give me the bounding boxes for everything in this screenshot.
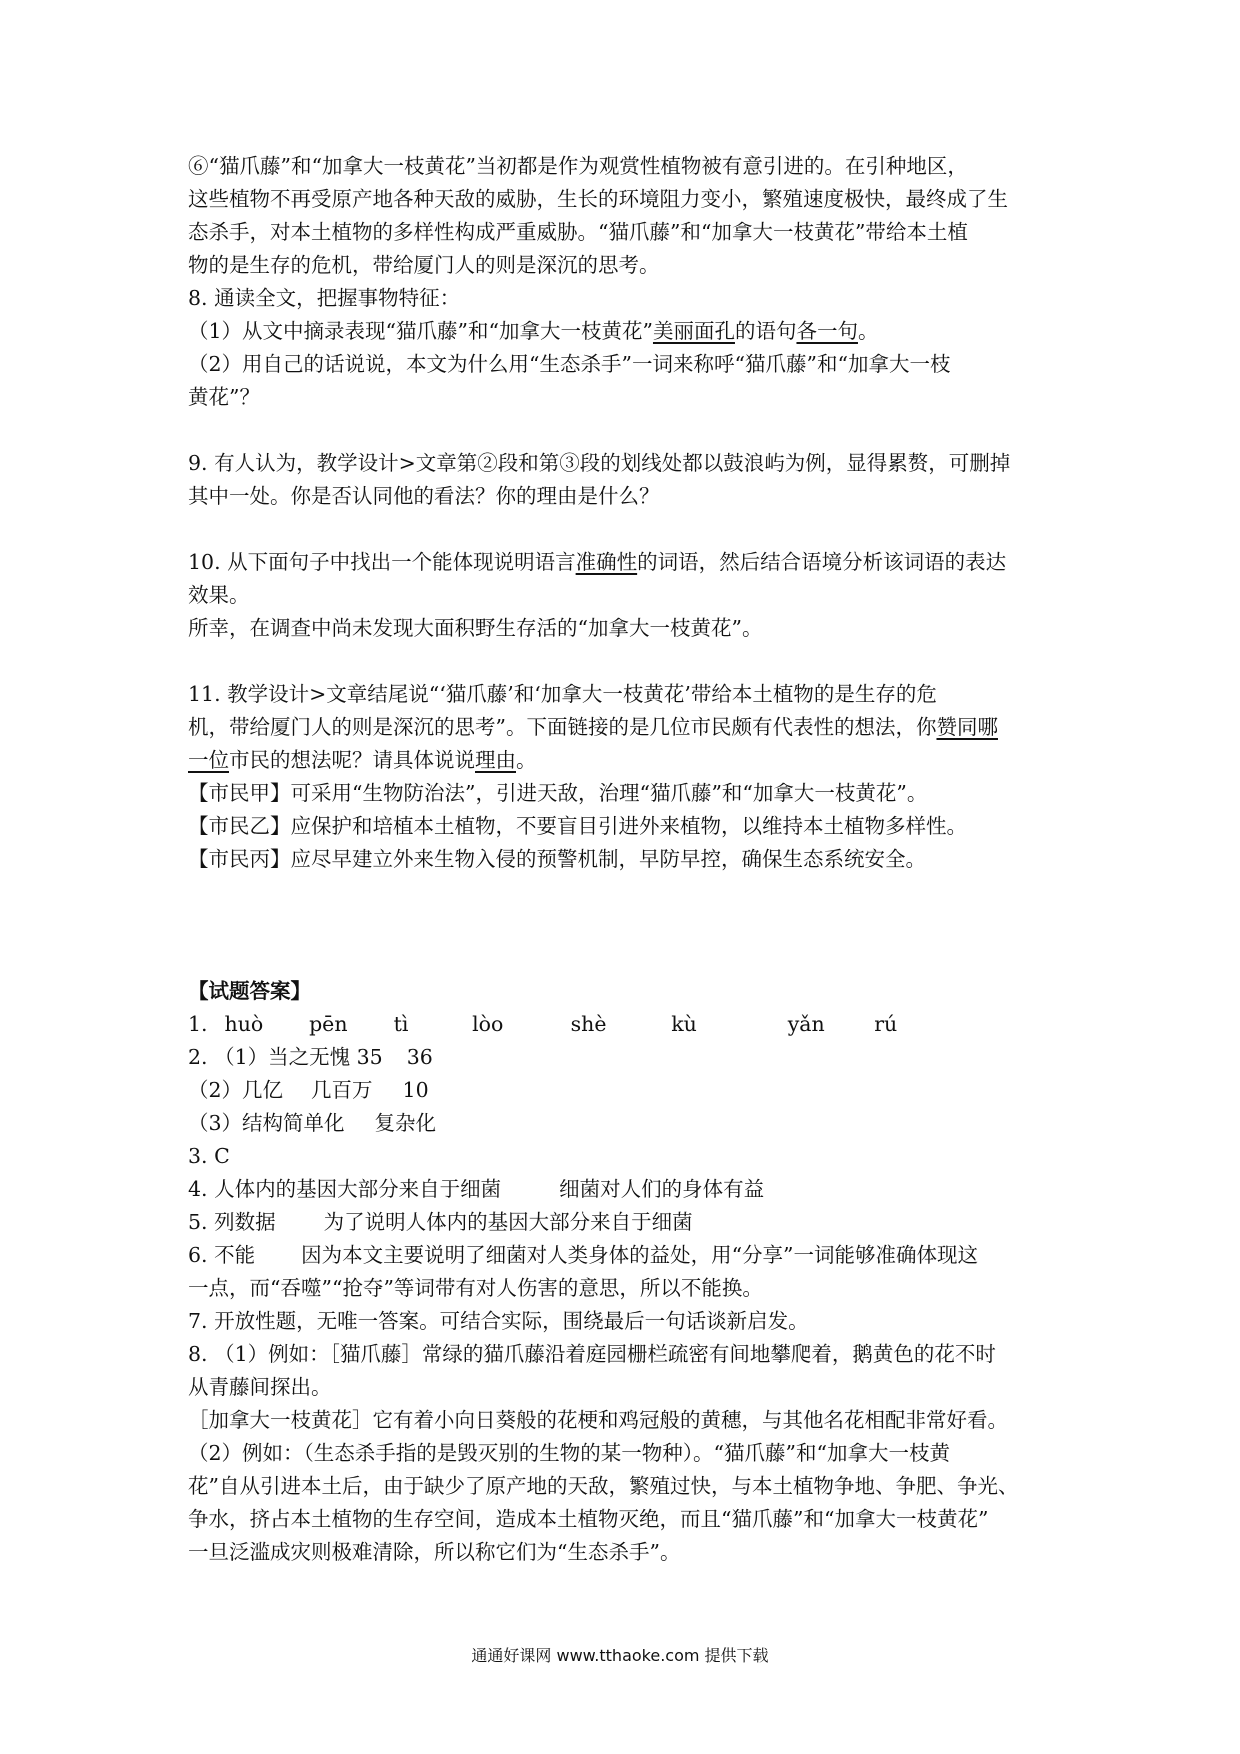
underlined-text: 准确性 — [575, 550, 638, 574]
spacer — [188, 414, 1060, 447]
text: （3）结构简单化 — [188, 1111, 345, 1135]
question-9: 其中一处。你是否认同他的看法？你的理由是什么？ — [188, 484, 660, 508]
text: 细菌对人们的身体有益 — [559, 1177, 765, 1201]
answer-6: 一点，而“吞噬”“抢夺”等词带有对人伤害的意思，所以不能换。 — [188, 1276, 763, 1300]
question-11: 11. 教学设计>文章结尾说“‘猫爪藤’和‘加拿大一枝黄花’带给本土植物的是生存的危 — [188, 682, 937, 706]
text: 为了说明人体内的基因大部分来自于细菌 — [323, 1210, 693, 1234]
text: 36 — [406, 1045, 433, 1069]
text: 的词语，然后结合语境分析该词语的表达 — [637, 550, 1007, 574]
answer-8: 争水，挤占本土植物的生存空间，造成本土植物灭绝，而且“猫爪藤”和“加拿大一枝黄花” — [188, 1507, 989, 1531]
answer-2-part-1 — [188, 1041, 1060, 1074]
answer-5 — [188, 1206, 1060, 1239]
question-8-title: 8. 通读全文，把握事物特征： — [188, 286, 461, 310]
pinyin-item: tì — [393, 1012, 409, 1036]
pinyin-item: lòo — [472, 1012, 504, 1036]
underlined-text: 各一句 — [796, 319, 858, 343]
answer-8: 一旦泛滥成灾则极难清除，所以称它们为“生态杀手”。 — [188, 1540, 681, 1564]
spacer — [188, 513, 1060, 546]
text: 。 — [857, 319, 879, 343]
pinyin-item: pēn — [309, 1012, 348, 1036]
answer-7: 7. 开放性题，无唯一答案。可结合实际，围绕最后一句话谈新启发。 — [188, 1309, 809, 1333]
pinyin-item: shè — [570, 1012, 607, 1036]
question-10-sentence: 所幸，在调查中尚未发现大面积野生存活的“加拿大一枝黄花”。 — [188, 616, 763, 640]
answer-2-part-2 — [188, 1074, 1060, 1107]
answer-1 — [188, 1008, 1060, 1041]
pinyin-item: huò — [224, 1012, 264, 1036]
pinyin-item: rú — [874, 1012, 898, 1036]
pinyin-item: kù — [671, 1012, 697, 1036]
text: 几百万 — [311, 1078, 373, 1102]
text: （2）几亿 — [188, 1078, 284, 1102]
text: 2. （1）当之无愧 35 — [188, 1045, 383, 1069]
paragraph-6-line: 态杀手，对本土植物的多样性构成严重威胁。“猫爪藤”和“加拿大一枝黄花”带给本土植 — [188, 220, 968, 244]
text: 复杂化 — [374, 1111, 437, 1135]
text: 机，带给厦门人的则是深沉的思考”。下面链接的是几位市民颇有代表性的想法，你 — [188, 715, 937, 739]
text: 市民的想法呢？请具体说说 — [229, 748, 475, 772]
answer-8: 8. （1）例如：［猫爪藤］常绿的猫爪藤沿着庭园栅栏疏密有间地攀爬着，鹅黄色的花不时 — [188, 1342, 996, 1366]
underlined-text: 理由 — [475, 748, 516, 772]
paragraph-6-line: ⑥“猫爪藤”和“加拿大一枝黄花”当初都是作为观赏性植物被有意引进的。在引种地区， — [188, 154, 968, 178]
text: 因为本文主要说明了细菌对人类身体的益处，用“分享”一词能够准确体现这 — [301, 1243, 979, 1267]
underlined-text: 美丽面孔 — [652, 319, 735, 343]
citizen-c-opinion: 【市民丙】应尽早建立外来生物入侵的预警机制，早防早控，确保生态系统安全。 — [188, 847, 926, 871]
text: 5. 列数据 — [188, 1210, 276, 1234]
answer-8: 从青藤间探出。 — [188, 1375, 332, 1399]
text: （1）从文中摘录表现“猫爪藤”和“加拿大一枝黄花” — [188, 319, 653, 343]
answer-2-part-3 — [188, 1107, 1060, 1140]
answer-6 — [188, 1239, 1060, 1272]
paragraph-6-line: 物的是生存的危机，带给厦门人的则是深沉的思考。 — [188, 253, 660, 277]
question-8-part-2: 黄花”？ — [188, 385, 260, 409]
question-10: 效果。 — [188, 583, 250, 607]
citizen-a-opinion: 【市民甲】可采用“生物防治法”，引进天敌，治理“猫爪藤”和“加拿大一枝黄花”。 — [188, 781, 928, 805]
answer-number: 1. — [188, 1012, 208, 1036]
underlined-text: 赞同哪 — [936, 715, 998, 739]
pinyin-item: yǎn — [787, 1012, 825, 1036]
underlined-text: 一位 — [188, 748, 229, 772]
question-11 — [188, 711, 1060, 744]
question-8-part-2: （2）用自己的话说说，本文为什么用“生态杀手”一词来称呼“猫爪藤”和“加拿大一枝 — [188, 352, 951, 376]
spacer — [188, 876, 1060, 975]
text: 的语句 — [734, 319, 797, 343]
answer-8: 花”自从引进本土后，由于缺少了原产地的天敌，繁殖过快，与本土植物争地、争肥、争光、 — [188, 1474, 1019, 1498]
text: 10 — [402, 1078, 429, 1102]
text: 10. 从下面句子中找出一个能体现说明语言 — [188, 550, 576, 574]
question-8-part-1 — [188, 315, 1060, 348]
text: 。 — [516, 748, 537, 772]
answer-4 — [188, 1173, 1060, 1206]
answer-8: ［加拿大一枝黄花］它有着小向日葵般的花梗和鸡冠般的黄穗，与其他名花相配非常好看。 — [188, 1408, 1008, 1432]
question-9: 9. 有人认为，教学设计>文章第②段和第③段的划线处都以鼓浪屿为例，显得累赘，可删掉 — [188, 451, 1011, 475]
document-body — [188, 150, 1060, 1569]
citizen-b-opinion: 【市民乙】应保护和培植本土植物，不要盲目引进外来植物，以维持本土植物多样性。 — [188, 814, 967, 838]
spacer — [188, 645, 1060, 678]
answers-heading: 【试题答案】 — [188, 979, 311, 1003]
text: 6. 不能 — [188, 1243, 256, 1267]
text: 4. 人体内的基因大部分来自于细菌 — [188, 1177, 502, 1201]
answer-3: 3. C — [188, 1144, 230, 1168]
question-10 — [188, 546, 1060, 579]
paragraph-6-line: 这些植物不再受原产地各种天敌的威胁，生长的环境阻力变小，繁殖速度极快，最终成了生 — [188, 187, 1008, 211]
question-11 — [188, 744, 1060, 777]
answer-8: （2）例如：（生态杀手指的是毁灭别的生物的某一物种）。“猫爪藤”和“加拿大一枝黄 — [188, 1441, 950, 1465]
page-footer: 通通好课网 www.tthaoke.com 提供下载 — [471, 1646, 769, 1665]
